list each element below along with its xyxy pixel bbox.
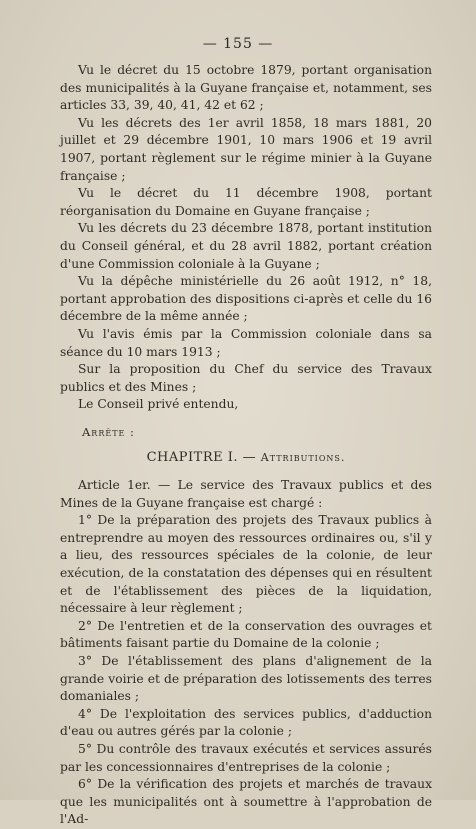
paragraph: Sur la proposition du Chef du service des Travaux publics et des Mines ;	[60, 362, 432, 394]
paragraph: Vu les décrets du 23 décembre 1878, portant institution du Conseil général, et du 28 avril 1882, portant création d'une Commission coloniale à la Guyane ;	[60, 221, 432, 271]
paragraph: Vu le décret du 15 octobre 1879, portant organisation des municipalités à la Guyane française et, notamment, ses articles 33, 39, 40, 41, 42 et 62 ;	[60, 63, 432, 113]
paragraph: Vu le décret du 11 décembre 1908, portant réorganisation du Domaine en Guyane française ;	[60, 186, 432, 218]
chapter-heading	[60, 449, 432, 467]
paragraph: 6° De la vérification des projets et marchés de travaux que les municipalités ont à soumettre à l'approbation de l'Ad-	[60, 777, 432, 827]
paragraph: Vu l'avis émis par la Commission coloniale dans sa séance du 10 mars 1913 ;	[60, 326, 432, 359]
chapter-number: CHAPITRE I. —	[146, 450, 257, 466]
paragraph: 5° Du contrôle des travaux exécutés et services assurés par les concessionnaires d'entreprises de la colonie ;	[60, 741, 432, 774]
paragraph: Vu les décrets des 1er avril 1858, 18 mars 1881, 20 juillet et 29 décembre 1901, 10 mars 1906 et 19 avril 1907, portant règlement sur le régime minier à la Guyane française ;	[60, 115, 432, 183]
paragraph: Le Conseil privé entendu,	[78, 397, 239, 412]
paragraph: Article 1er. — Le service des Travaux publics et des Mines de la Guyane française est chargé :	[60, 478, 432, 510]
paragraph: 1° De la préparation des projets des Travaux publics à entreprendre au moyen des ressources ordinaires ou, s'il y a lieu, des ressources spéciales de la colonie, de leur exécution, de la constatation des dépenses qui en résultent et de l'établissement des pièces de la liquidation, nécessaire à leur règlement ;	[60, 513, 432, 616]
chapter-title: Attributions.	[260, 451, 346, 465]
paragraph: 2° De l'entretien et de la conservation des ouvrages et bâtiments faisant partie du Domaine de la colonie ;	[60, 618, 432, 651]
paragraph: Vu la dépêche ministérielle du 26 août 1912, n° 18, portant approbation des dispositions ci-après et celle du 16 décembre de la même année ;	[60, 274, 432, 324]
body-text	[60, 62, 432, 829]
paragraph: 4° De l'exploitation des services publics, d'adduction d'eau ou autres gérés par la colonie ;	[60, 706, 432, 739]
arrete-heading: Arrête :	[82, 424, 135, 439]
page-number: — 155 —	[202, 36, 274, 52]
paragraph: 3° De l'établissement des plans d'alignement de la grande voirie et de préparation des lotissements des terres domaniales ;	[60, 654, 432, 704]
